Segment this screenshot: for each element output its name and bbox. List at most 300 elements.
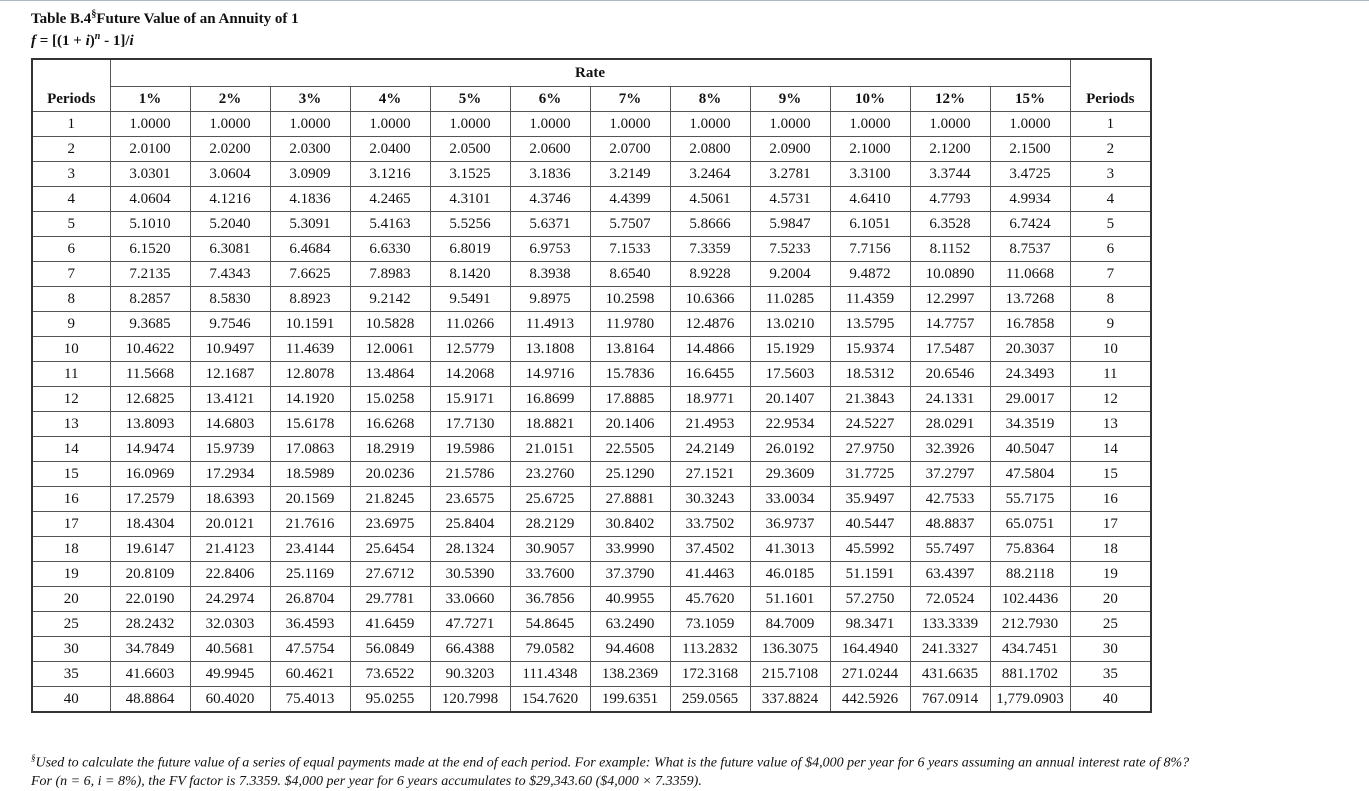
factor-cell: 21.7616: [270, 512, 350, 537]
table-header: [32, 59, 1151, 112]
factor-cell: 9.4872: [830, 262, 910, 287]
factor-cell: 84.7009: [750, 612, 830, 637]
factor-cell: 6.9753: [510, 237, 590, 262]
factor-cell: 7.4343: [190, 262, 270, 287]
factor-cell: 10.6366: [670, 287, 750, 312]
factor-cell: 41.6459: [350, 612, 430, 637]
factor-cell: 9.8975: [510, 287, 590, 312]
period-cell-left: 8: [32, 287, 110, 312]
formula-part: ): [89, 33, 95, 49]
factor-cell: 36.7856: [510, 587, 590, 612]
factor-cell: 22.8406: [190, 562, 270, 587]
period-cell-left: 15: [32, 462, 110, 487]
future-value-table: [31, 58, 1152, 713]
factor-cell: 33.0660: [430, 587, 510, 612]
factor-cell: 3.2464: [670, 162, 750, 187]
factor-cell: 33.9990: [590, 537, 670, 562]
period-cell-right: 8: [1070, 287, 1151, 312]
factor-cell: 8.2857: [110, 287, 190, 312]
formula-part: - 1]/: [100, 33, 130, 49]
factor-cell: 14.9474: [110, 437, 190, 462]
factor-cell: 7.6625: [270, 262, 350, 287]
factor-cell: 18.5312: [830, 362, 910, 387]
factor-cell: 18.2919: [350, 437, 430, 462]
factor-cell: 8.5830: [190, 287, 270, 312]
factor-cell: 14.6803: [190, 412, 270, 437]
factor-cell: 2.0200: [190, 137, 270, 162]
factor-cell: 1.0000: [670, 112, 750, 137]
factor-cell: 13.8093: [110, 412, 190, 437]
rate-column-header: 5%: [430, 87, 510, 112]
table-row: [32, 587, 1151, 612]
factor-cell: 14.9716: [510, 362, 590, 387]
factor-cell: 164.4940: [830, 637, 910, 662]
factor-cell: 21.4953: [670, 412, 750, 437]
rate-column-header: 12%: [910, 87, 990, 112]
factor-cell: 15.1929: [750, 337, 830, 362]
factor-cell: 431.6635: [910, 662, 990, 687]
factor-cell: 11.4639: [270, 337, 350, 362]
factor-cell: 3.0604: [190, 162, 270, 187]
factor-cell: 17.7130: [430, 412, 510, 437]
factor-cell: 20.0121: [190, 512, 270, 537]
factor-cell: 7.3359: [670, 237, 750, 262]
period-cell-left: 3: [32, 162, 110, 187]
factor-cell: 337.8824: [750, 687, 830, 713]
factor-cell: 6.7424: [990, 212, 1070, 237]
factor-cell: 11.4913: [510, 312, 590, 337]
factor-cell: 35.9497: [830, 487, 910, 512]
period-cell-left: 4: [32, 187, 110, 212]
factor-cell: 23.6575: [430, 487, 510, 512]
factor-cell: 40.9955: [590, 587, 670, 612]
period-cell-left: 6: [32, 237, 110, 262]
factor-cell: 6.8019: [430, 237, 510, 262]
factor-cell: 25.6454: [350, 537, 430, 562]
factor-cell: 1.0000: [750, 112, 830, 137]
factor-cell: 19.6147: [110, 537, 190, 562]
factor-cell: 30.3243: [670, 487, 750, 512]
period-cell-left: 5: [32, 212, 110, 237]
factor-cell: 16.0969: [110, 462, 190, 487]
table-label: Table B.4: [31, 11, 92, 27]
factor-cell: 36.4593: [270, 612, 350, 637]
factor-cell: 20.8109: [110, 562, 190, 587]
factor-cell: 434.7451: [990, 637, 1070, 662]
factor-cell: 13.4121: [190, 387, 270, 412]
factor-cell: 37.4502: [670, 537, 750, 562]
factor-cell: 18.9771: [670, 387, 750, 412]
period-cell-right: 7: [1070, 262, 1151, 287]
factor-cell: 13.4864: [350, 362, 430, 387]
factor-cell: 27.6712: [350, 562, 430, 587]
factor-cell: 24.2149: [670, 437, 750, 462]
rate-column-header: 2%: [190, 87, 270, 112]
factor-cell: 7.2135: [110, 262, 190, 287]
factor-cell: 27.8881: [590, 487, 670, 512]
rate-column-header: 4%: [350, 87, 430, 112]
factor-cell: 10.4622: [110, 337, 190, 362]
factor-cell: 30.8402: [590, 512, 670, 537]
factor-cell: 20.1406: [590, 412, 670, 437]
factor-cell: 17.2579: [110, 487, 190, 512]
factor-cell: 6.4684: [270, 237, 350, 262]
period-cell-left: 18: [32, 537, 110, 562]
header-corner-right: [1070, 59, 1151, 87]
factor-cell: 17.0863: [270, 437, 350, 462]
period-cell-left: 12: [32, 387, 110, 412]
factor-cell: 5.7507: [590, 212, 670, 237]
factor-cell: 138.2369: [590, 662, 670, 687]
period-cell-left: 10: [32, 337, 110, 362]
factor-cell: 5.1010: [110, 212, 190, 237]
factor-cell: 41.3013: [750, 537, 830, 562]
factor-cell: 12.8078: [270, 362, 350, 387]
factor-cell: 24.5227: [830, 412, 910, 437]
factor-cell: 60.4020: [190, 687, 270, 713]
factor-cell: 37.3790: [590, 562, 670, 587]
factor-cell: 6.3081: [190, 237, 270, 262]
factor-cell: 24.1331: [910, 387, 990, 412]
period-cell-left: 14: [32, 437, 110, 462]
formula-exponent: n: [94, 31, 101, 42]
factor-cell: 25.8404: [430, 512, 510, 537]
factor-cell: 28.0291: [910, 412, 990, 437]
table-row: [32, 562, 1151, 587]
period-cell-right: 20: [1070, 587, 1151, 612]
factor-cell: 1.0000: [830, 112, 910, 137]
factor-cell: 55.7175: [990, 487, 1070, 512]
period-cell-right: 5: [1070, 212, 1151, 237]
factor-cell: 75.8364: [990, 537, 1070, 562]
factor-cell: 241.3327: [910, 637, 990, 662]
rate-column-header: 7%: [590, 87, 670, 112]
factor-cell: 22.0190: [110, 587, 190, 612]
period-cell-right: 25: [1070, 612, 1151, 637]
factor-cell: 11.0285: [750, 287, 830, 312]
factor-cell: 10.2598: [590, 287, 670, 312]
period-cell-left: 20: [32, 587, 110, 612]
table-row: [32, 337, 1151, 362]
table-row: [32, 162, 1151, 187]
factor-cell: 25.1169: [270, 562, 350, 587]
table-row: [32, 112, 1151, 137]
factor-cell: 154.7620: [510, 687, 590, 713]
table-title-text: Future Value of an Annuity of 1: [96, 11, 299, 27]
period-cell-right: 2: [1070, 137, 1151, 162]
factor-cell: 11.0668: [990, 262, 1070, 287]
factor-cell: 73.1059: [670, 612, 750, 637]
factor-cell: 15.9374: [830, 337, 910, 362]
period-cell-right: 30: [1070, 637, 1151, 662]
factor-cell: 259.0565: [670, 687, 750, 713]
factor-cell: 10.5828: [350, 312, 430, 337]
factor-cell: 51.1591: [830, 562, 910, 587]
factor-cell: 3.1836: [510, 162, 590, 187]
factor-cell: 6.1520: [110, 237, 190, 262]
factor-cell: 29.7781: [350, 587, 430, 612]
factor-cell: 36.9737: [750, 512, 830, 537]
factor-cell: 172.3168: [670, 662, 750, 687]
factor-cell: 12.2997: [910, 287, 990, 312]
factor-cell: 66.4388: [430, 637, 510, 662]
factor-cell: 15.0258: [350, 387, 430, 412]
factor-cell: 12.4876: [670, 312, 750, 337]
period-cell-right: 6: [1070, 237, 1151, 262]
factor-cell: 16.7858: [990, 312, 1070, 337]
factor-cell: 8.1152: [910, 237, 990, 262]
factor-cell: 6.3528: [910, 212, 990, 237]
factor-cell: 34.7849: [110, 637, 190, 662]
footnote-line-2: For (n = 6, i = 8%), the FV factor is 7.3359. $4,000 per year for 6 years accumulates to $29,343.60 ($4,000 × 7.3359).: [31, 773, 702, 789]
rate-column-header: 8%: [670, 87, 750, 112]
period-cell-left: 19: [32, 562, 110, 587]
factor-cell: 11.5668: [110, 362, 190, 387]
factor-cell: 63.4397: [910, 562, 990, 587]
factor-cell: 2.0900: [750, 137, 830, 162]
factor-cell: 4.2465: [350, 187, 430, 212]
factor-cell: 13.1808: [510, 337, 590, 362]
factor-cell: 21.4123: [190, 537, 270, 562]
factor-cell: 25.6725: [510, 487, 590, 512]
factor-cell: 17.8885: [590, 387, 670, 412]
factor-cell: 3.1216: [350, 162, 430, 187]
factor-cell: 4.6410: [830, 187, 910, 212]
factor-cell: 56.0849: [350, 637, 430, 662]
factor-cell: 22.5505: [590, 437, 670, 462]
factor-cell: 11.4359: [830, 287, 910, 312]
rate-column-header: 15%: [990, 87, 1070, 112]
period-cell-left: 1: [32, 112, 110, 137]
factor-cell: 16.6268: [350, 412, 430, 437]
factor-cell: 4.1836: [270, 187, 350, 212]
factor-cell: 32.3926: [910, 437, 990, 462]
factor-cell: 1.0000: [110, 112, 190, 137]
factor-cell: 18.8821: [510, 412, 590, 437]
rate-header-row: [32, 59, 1151, 87]
factor-cell: 57.2750: [830, 587, 910, 612]
periods-header-left: Periods: [32, 87, 110, 112]
factor-cell: 2.0400: [350, 137, 430, 162]
factor-cell: 3.2149: [590, 162, 670, 187]
factor-cell: 48.8837: [910, 512, 990, 537]
factor-cell: 10.1591: [270, 312, 350, 337]
factor-cell: 46.0185: [750, 562, 830, 587]
factor-cell: 21.5786: [430, 462, 510, 487]
factor-cell: 48.8864: [110, 687, 190, 713]
factor-cell: 8.8923: [270, 287, 350, 312]
formula-lhs: f: [31, 33, 36, 49]
factor-cell: 133.3339: [910, 612, 990, 637]
factor-cell: 13.5795: [830, 312, 910, 337]
rate-column-header: 10%: [830, 87, 910, 112]
factor-cell: 19.5986: [430, 437, 510, 462]
period-cell-left: 2: [32, 137, 110, 162]
factor-cell: 9.3685: [110, 312, 190, 337]
factor-cell: 9.2142: [350, 287, 430, 312]
factor-cell: 22.9534: [750, 412, 830, 437]
factor-cell: 4.9934: [990, 187, 1070, 212]
factor-cell: 5.3091: [270, 212, 350, 237]
factor-cell: 21.3843: [830, 387, 910, 412]
period-cell-left: 25: [32, 612, 110, 637]
factor-cell: 6.1051: [830, 212, 910, 237]
factor-cell: 98.3471: [830, 612, 910, 637]
table-row: [32, 212, 1151, 237]
rate-column-header: 6%: [510, 87, 590, 112]
factor-cell: 95.0255: [350, 687, 430, 713]
factor-cell: 1.0000: [350, 112, 430, 137]
table-row: [32, 237, 1151, 262]
factor-cell: 65.0751: [990, 512, 1070, 537]
factor-cell: 13.7268: [990, 287, 1070, 312]
rate-column-header: 1%: [110, 87, 190, 112]
factor-cell: 215.7108: [750, 662, 830, 687]
factor-cell: 5.4163: [350, 212, 430, 237]
factor-cell: 7.7156: [830, 237, 910, 262]
factor-cell: 442.5926: [830, 687, 910, 713]
factor-cell: 23.4144: [270, 537, 350, 562]
period-cell-right: 16: [1070, 487, 1151, 512]
footnote: [31, 749, 1361, 791]
factor-cell: 2.1200: [910, 137, 990, 162]
table-title: [31, 6, 299, 28]
factor-cell: 16.8699: [510, 387, 590, 412]
period-cell-right: 35: [1070, 662, 1151, 687]
factor-cell: 54.8645: [510, 612, 590, 637]
factor-cell: 15.9171: [430, 387, 510, 412]
table-row: [32, 362, 1151, 387]
factor-cell: 29.0017: [990, 387, 1070, 412]
factor-cell: 1,779.0903: [990, 687, 1070, 713]
factor-cell: 8.9228: [670, 262, 750, 287]
factor-cell: 88.2118: [990, 562, 1070, 587]
factor-cell: 14.2068: [430, 362, 510, 387]
factor-cell: 881.1702: [990, 662, 1070, 687]
factor-cell: 11.0266: [430, 312, 510, 337]
period-cell-right: 17: [1070, 512, 1151, 537]
factor-cell: 102.4436: [990, 587, 1070, 612]
header-corner-left: [32, 59, 110, 87]
period-cell-right: 11: [1070, 362, 1151, 387]
factor-cell: 45.5992: [830, 537, 910, 562]
factor-cell: 27.1521: [670, 462, 750, 487]
factor-cell: 9.2004: [750, 262, 830, 287]
period-cell-left: 11: [32, 362, 110, 387]
factor-cell: 33.7600: [510, 562, 590, 587]
factor-cell: 8.1420: [430, 262, 510, 287]
factor-cell: 15.9739: [190, 437, 270, 462]
factor-cell: 4.0604: [110, 187, 190, 212]
table-row: [32, 287, 1151, 312]
footnote-line-1: Used to calculate the future value of a series of equal payments made at the end of each period. For example: What is the future value of $4,000 per year for 6 years assuming an annual interest rate of 8%?: [35, 755, 1190, 771]
table-row: [32, 512, 1151, 537]
table-row: [32, 487, 1151, 512]
period-cell-right: 3: [1070, 162, 1151, 187]
factor-cell: 37.2797: [910, 462, 990, 487]
table-row: [32, 462, 1151, 487]
period-cell-right: 15: [1070, 462, 1151, 487]
factor-cell: 2.1500: [990, 137, 1070, 162]
factor-cell: 20.1569: [270, 487, 350, 512]
factor-cell: 20.3037: [990, 337, 1070, 362]
factor-cell: 5.8666: [670, 212, 750, 237]
period-cell-right: 40: [1070, 687, 1151, 713]
factor-cell: 3.4725: [990, 162, 1070, 187]
factor-cell: 2.0100: [110, 137, 190, 162]
factor-cell: 26.8704: [270, 587, 350, 612]
factor-cell: 4.7793: [910, 187, 990, 212]
factor-cell: 51.1601: [750, 587, 830, 612]
factor-cell: 4.3101: [430, 187, 510, 212]
factor-cell: 33.0034: [750, 487, 830, 512]
factor-cell: 14.4866: [670, 337, 750, 362]
factor-cell: 3.1525: [430, 162, 510, 187]
table-row: [32, 262, 1151, 287]
factor-cell: 17.5603: [750, 362, 830, 387]
factor-cell: 18.5989: [270, 462, 350, 487]
footnote-mark: §: [31, 753, 36, 763]
factor-cell: 120.7998: [430, 687, 510, 713]
periods-header-right: Periods: [1070, 87, 1151, 112]
table-row: [32, 187, 1151, 212]
factor-cell: 8.6540: [590, 262, 670, 287]
factor-cell: 31.7725: [830, 462, 910, 487]
period-cell-right: 1: [1070, 112, 1151, 137]
factor-cell: 21.8245: [350, 487, 430, 512]
factor-cell: 32.0303: [190, 612, 270, 637]
factor-cell: 8.3938: [510, 262, 590, 287]
factor-cell: 55.7497: [910, 537, 990, 562]
factor-cell: 18.4304: [110, 512, 190, 537]
factor-cell: 136.3075: [750, 637, 830, 662]
factor-cell: 24.3493: [990, 362, 1070, 387]
factor-cell: 13.8164: [590, 337, 670, 362]
factor-cell: 9.7546: [190, 312, 270, 337]
factor-cell: 2.0500: [430, 137, 510, 162]
factor-cell: 28.2129: [510, 512, 590, 537]
rate-column-header: 9%: [750, 87, 830, 112]
factor-cell: 63.2490: [590, 612, 670, 637]
factor-cell: 41.4463: [670, 562, 750, 587]
factor-cell: 212.7930: [990, 612, 1070, 637]
factor-cell: 18.6393: [190, 487, 270, 512]
factor-cell: 15.7836: [590, 362, 670, 387]
factor-cell: 60.4621: [270, 662, 350, 687]
factor-cell: 5.6371: [510, 212, 590, 237]
factor-cell: 10.9497: [190, 337, 270, 362]
factor-cell: 3.3100: [830, 162, 910, 187]
factor-cell: 28.2432: [110, 612, 190, 637]
top-divider: [0, 0, 1369, 1]
table-row: [32, 312, 1151, 337]
factor-cell: 4.1216: [190, 187, 270, 212]
period-cell-left: 16: [32, 487, 110, 512]
factor-cell: 6.6330: [350, 237, 430, 262]
factor-cell: 8.7537: [990, 237, 1070, 262]
factor-cell: 1.0000: [590, 112, 670, 137]
factor-cell: 4.4399: [590, 187, 670, 212]
factor-cell: 79.0582: [510, 637, 590, 662]
period-cell-left: 17: [32, 512, 110, 537]
factor-cell: 1.0000: [910, 112, 990, 137]
table-row: [32, 687, 1151, 713]
period-cell-left: 9: [32, 312, 110, 337]
factor-cell: 1.0000: [990, 112, 1070, 137]
factor-cell: 14.7757: [910, 312, 990, 337]
factor-cell: 3.0301: [110, 162, 190, 187]
table-body: [32, 112, 1151, 713]
